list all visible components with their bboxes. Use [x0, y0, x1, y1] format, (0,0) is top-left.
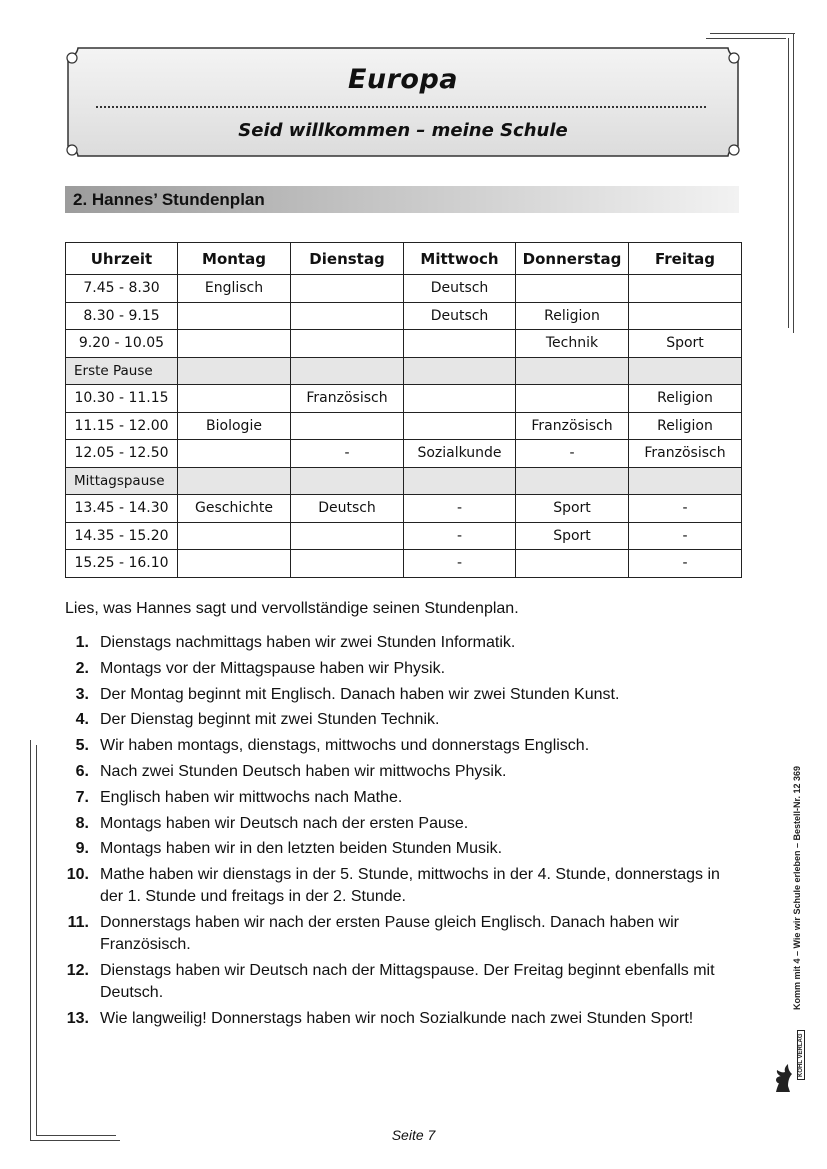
table-cell[interactable]: -	[629, 495, 742, 523]
table-cell[interactable]	[291, 550, 404, 578]
table-cell[interactable]: Sport	[516, 495, 629, 523]
frame-line-top-inner	[706, 38, 786, 39]
table-cell[interactable]: Geschichte	[178, 495, 291, 523]
item-number: 7.	[75, 788, 89, 806]
pause-label: Erste Pause	[66, 357, 178, 385]
table-cell[interactable]	[629, 275, 742, 303]
title-divider	[96, 106, 706, 108]
item-text: Wir haben montags, dienstags, mittwochs und donnerstags Englisch.	[100, 737, 590, 755]
table-cell: 11.15 - 12.00	[66, 412, 178, 440]
item-number: 1.	[75, 634, 89, 651]
table-cell	[629, 357, 742, 385]
table-cell	[404, 357, 516, 385]
list-item	[65, 787, 745, 809]
table-cell[interactable]: -	[404, 550, 516, 578]
item-text: Englisch haben wir mittwochs nach Mathe.	[100, 788, 403, 806]
list-item	[65, 632, 745, 654]
table-cell	[516, 357, 629, 385]
item-number: 8.	[75, 814, 89, 832]
list-item	[65, 1008, 745, 1030]
item-number: 6.	[75, 762, 89, 780]
timetable-header-row	[66, 243, 742, 275]
table-row	[66, 275, 742, 303]
frame-line-top	[710, 33, 795, 34]
item-text: Montags haben wir in den letzten beiden Stunden Musik.	[100, 840, 503, 858]
table-cell[interactable]	[291, 522, 404, 550]
list-item	[65, 912, 745, 956]
table-cell[interactable]: -	[404, 495, 516, 523]
table-cell[interactable]: Französisch	[629, 440, 742, 468]
table-cell: 7.45 - 8.30	[66, 275, 178, 303]
column-header-dienstag: Dienstag	[291, 243, 404, 275]
column-header-uhrzeit: Uhrzeit	[66, 243, 178, 275]
frame-line-left	[30, 740, 31, 1140]
table-cell[interactable]	[178, 302, 291, 330]
task-list	[65, 632, 745, 1033]
table-row	[66, 385, 742, 413]
table-row	[66, 440, 742, 468]
item-text: Mathe haben wir dienstags in der 5. Stunde, mittwochs in der 4. Stunde, donnerstags in der 1. Stunde und freitags in der 2. Stunde.	[100, 866, 720, 906]
plaque-frame-icon	[66, 46, 740, 158]
table-cell[interactable]	[178, 522, 291, 550]
table-cell: 9.20 - 10.05	[66, 330, 178, 358]
page-subtitle: Seid willkommen – meine Schule	[238, 120, 568, 141]
item-number: 9.	[75, 840, 89, 858]
table-cell[interactable]: -	[404, 522, 516, 550]
table-cell[interactable]: Religion	[629, 412, 742, 440]
header-plaque	[66, 46, 740, 158]
table-row	[66, 522, 742, 550]
table-cell: 15.25 - 16.10	[66, 550, 178, 578]
table-cell[interactable]	[178, 550, 291, 578]
table-row	[66, 550, 742, 578]
table-cell[interactable]	[404, 330, 516, 358]
list-item	[65, 709, 745, 731]
table-row-pause	[66, 357, 742, 385]
section-heading-text: 2. Hannes’ Stundenplan	[73, 190, 265, 209]
table-cell[interactable]	[291, 302, 404, 330]
table-cell[interactable]: -	[291, 440, 404, 468]
item-number: 2.	[75, 659, 89, 677]
list-item	[65, 864, 745, 908]
item-text: Montags vor der Mittagspause haben wir Physik.	[100, 659, 446, 677]
table-cell[interactable]: -	[629, 550, 742, 578]
column-header-montag: Montag	[178, 243, 291, 275]
item-text: Der Dienstag beginnt mit zwei Stunden Technik.	[100, 711, 440, 729]
frame-line-right	[793, 33, 794, 333]
list-item	[65, 813, 745, 835]
item-number: 3.	[75, 685, 89, 703]
table-cell[interactable]	[291, 275, 404, 303]
table-cell[interactable]: -	[629, 522, 742, 550]
table-cell	[629, 467, 742, 495]
item-text: Dienstags nachmittags haben wir zwei Stunden Informatik.	[100, 634, 516, 651]
table-cell	[178, 467, 291, 495]
table-cell	[178, 357, 291, 385]
table-cell[interactable]	[404, 412, 516, 440]
page-number: Seite 7	[391, 1127, 436, 1143]
item-number: 4.	[75, 711, 89, 729]
list-item	[65, 838, 745, 860]
item-text: Wie langweilig! Donnerstags haben wir noch Sozialkunde nach zwei Stunden Sport!	[100, 1009, 694, 1027]
table-cell: 14.35 - 15.20	[66, 522, 178, 550]
item-number: 13.	[66, 1009, 89, 1027]
table-cell[interactable]: Sport	[516, 522, 629, 550]
table-cell[interactable]	[404, 385, 516, 413]
item-text: Der Montag beginnt mit Englisch. Danach haben wir zwei Stunden Kunst.	[100, 685, 620, 703]
table-cell[interactable]: Englisch	[178, 275, 291, 303]
table-cell[interactable]	[178, 440, 291, 468]
table-cell[interactable]: Sozialkunde	[404, 440, 516, 468]
table-cell[interactable]: Sport	[629, 330, 742, 358]
table-cell[interactable]	[178, 385, 291, 413]
pause-label: Mittagspause	[66, 467, 178, 495]
item-number: 10.	[66, 866, 89, 884]
table-cell	[516, 467, 629, 495]
column-header-mittwoch: Mittwoch	[404, 243, 516, 275]
table-row	[66, 495, 742, 523]
table-cell[interactable]: Französisch	[291, 385, 404, 413]
side-publication-text: Komm mit 4 – Wie wir Schule erleben – Bestell-Nr. 12 369	[792, 765, 802, 1010]
table-cell[interactable]: Französisch	[516, 412, 629, 440]
table-cell[interactable]	[178, 330, 291, 358]
table-cell[interactable]	[516, 385, 629, 413]
list-item	[65, 761, 745, 783]
table-row-pause	[66, 467, 742, 495]
column-header-freitag: Freitag	[629, 243, 742, 275]
table-cell	[291, 467, 404, 495]
tree-icon	[772, 1040, 798, 1096]
table-cell: 8.30 - 9.15	[66, 302, 178, 330]
table-cell[interactable]	[516, 550, 629, 578]
column-header-donnerstag: Donnerstag	[516, 243, 629, 275]
table-cell[interactable]: Religion	[629, 385, 742, 413]
table-cell[interactable]: Biologie	[178, 412, 291, 440]
table-cell[interactable]: -	[516, 440, 629, 468]
item-number: 12.	[66, 961, 89, 979]
item-text: Donnerstags haben wir nach der ersten Pause gleich Englisch. Danach haben wir Französisch.	[100, 913, 680, 953]
item-text: Nach zwei Stunden Deutsch haben wir mittwochs Physik.	[100, 762, 507, 780]
table-cell	[404, 467, 516, 495]
table-row	[66, 302, 742, 330]
table-cell[interactable]	[516, 275, 629, 303]
table-cell: 10.30 - 11.15	[66, 385, 178, 413]
table-cell[interactable]: Deutsch	[291, 495, 404, 523]
table-cell: 13.45 - 14.30	[66, 495, 178, 523]
table-cell: 12.05 - 12.50	[66, 440, 178, 468]
table-cell[interactable]: Technik	[516, 330, 629, 358]
table-cell[interactable]: Deutsch	[404, 302, 516, 330]
kohl-verlag-logo	[772, 1040, 798, 1096]
instructions-intro: Lies, was Hannes sagt und vervollständige seinen Stundenplan.	[65, 600, 519, 617]
table-cell	[291, 357, 404, 385]
table-row	[66, 412, 742, 440]
table-cell[interactable]: Deutsch	[404, 275, 516, 303]
publisher-label: KOHL VERLAG	[797, 1030, 805, 1080]
frame-line-left-inner	[36, 745, 37, 1135]
table-cell[interactable]	[291, 330, 404, 358]
item-text: Montags haben wir Deutsch nach der ersten Pause.	[100, 814, 469, 832]
table-cell[interactable]: Religion	[516, 302, 629, 330]
item-number: 11.	[67, 913, 89, 931]
item-text: Dienstags haben wir Deutsch nach der Mittagspause. Der Freitag beginnt ebenfalls mit Deutsch.	[100, 961, 715, 1001]
table-row	[66, 330, 742, 358]
timetable	[65, 242, 742, 578]
list-item	[65, 684, 745, 706]
list-item	[65, 735, 745, 757]
frame-line-right-inner	[788, 38, 789, 328]
table-cell[interactable]	[291, 412, 404, 440]
list-item	[65, 960, 745, 1004]
page-title: Europa	[347, 64, 459, 95]
item-number: 5.	[75, 737, 89, 755]
section-heading	[65, 186, 739, 213]
list-item	[65, 658, 745, 680]
table-cell[interactable]	[629, 302, 742, 330]
